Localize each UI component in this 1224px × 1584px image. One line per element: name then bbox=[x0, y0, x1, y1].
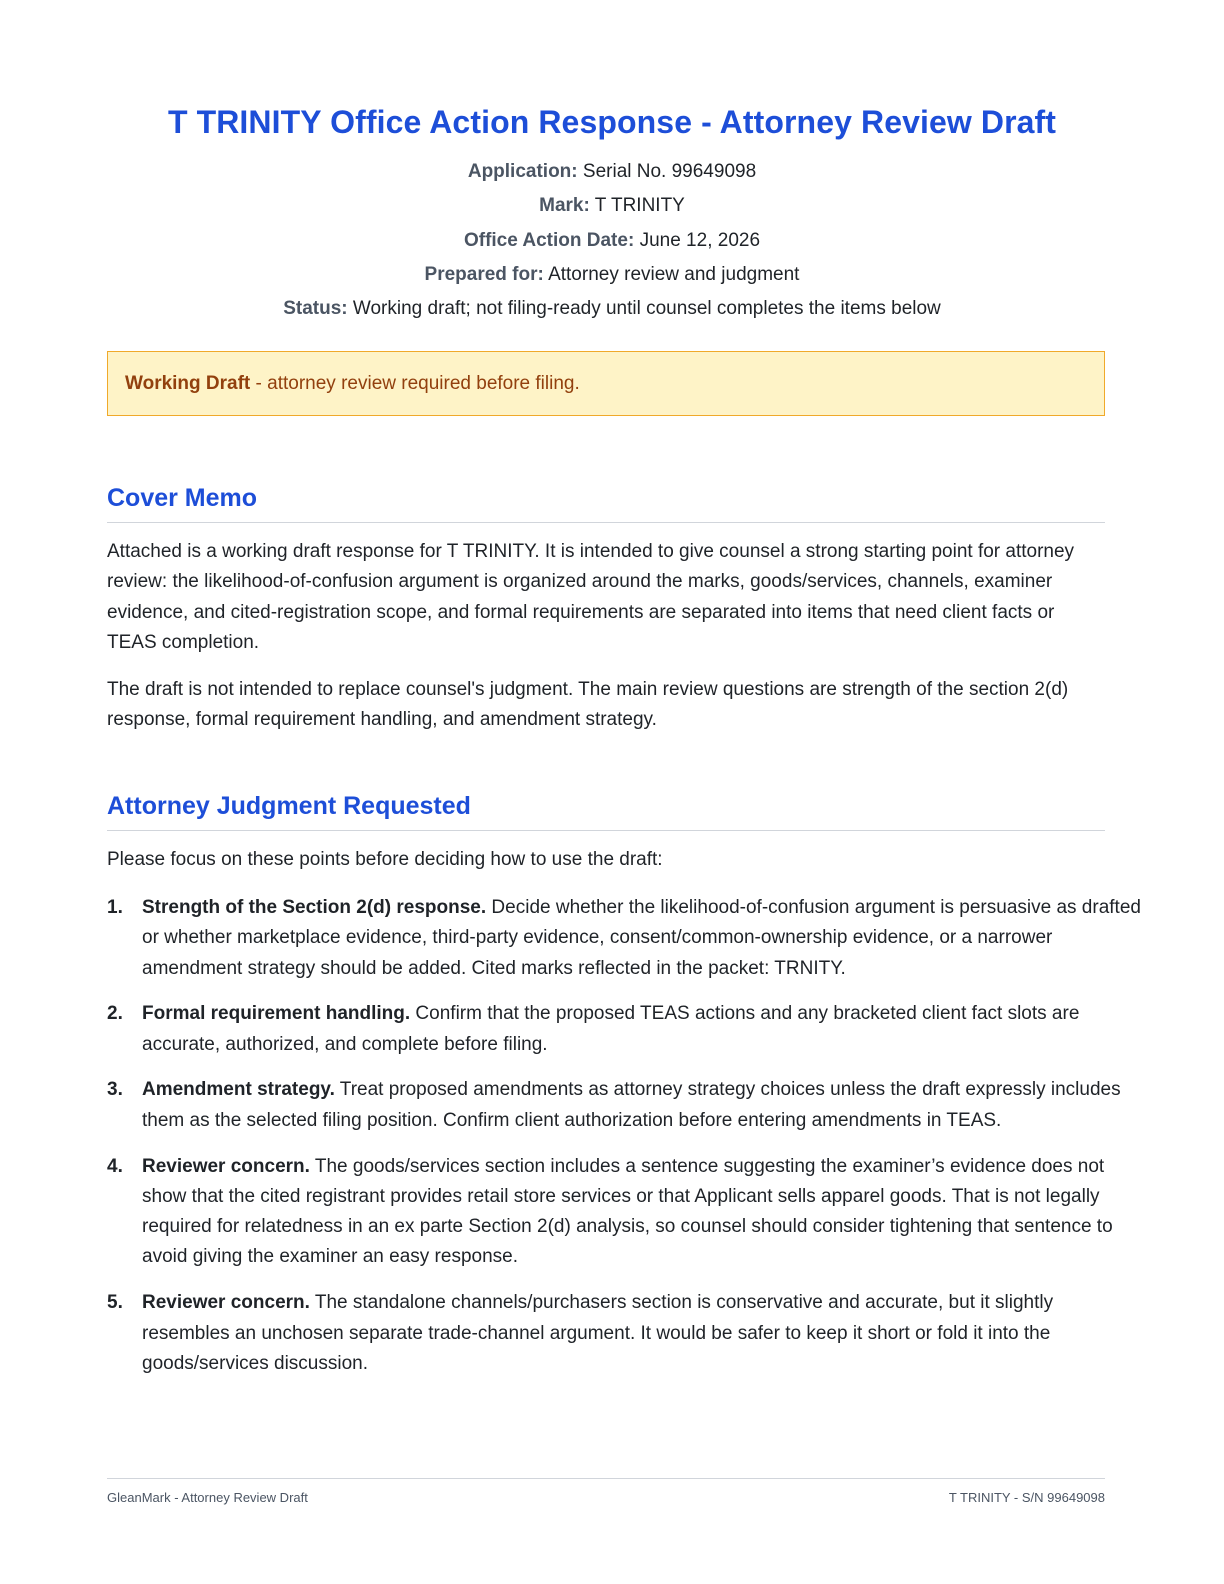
banner-strong: Working Draft bbox=[125, 372, 251, 394]
attorney-judgment-intro: Please focus on these points before deciding how to use the draft: bbox=[107, 849, 663, 870]
meta-value: Serial No. 99649098 bbox=[582, 161, 757, 182]
judgment-list bbox=[107, 893, 1141, 1395]
working-draft-banner bbox=[107, 351, 1105, 416]
list-item bbox=[107, 1152, 1141, 1273]
document-meta bbox=[0, 155, 1224, 326]
list-number: 2. bbox=[107, 1003, 123, 1025]
list-item-text: The standalone channels/purchasers section is conservative and accurate, but it slightly resembles an unchosen separate trade-channel argument. It would be safer to keep it short or fold it into the goods/services discussion. bbox=[142, 1292, 1054, 1374]
footer-divider bbox=[107, 1478, 1105, 1479]
meta-office-action-date bbox=[0, 224, 1224, 258]
footer-right: T TRINITY - S/N 99649098 bbox=[948, 1490, 1105, 1505]
list-item-text: Decide whether the likelihood-of-confusion argument is persuasive as drafted or whether marketplace evidence, third-party evidence, consent/common-ownership evidence, or a narrower amendment strategy should be added. Cited marks reflected in the packet: TRNITY. bbox=[142, 897, 1141, 979]
meta-value: Attorney review and judgment bbox=[548, 263, 800, 285]
meta-label: Office Action Date: bbox=[463, 229, 635, 251]
list-item-lead: Formal requirement handling. bbox=[142, 1003, 411, 1025]
list-number: 5. bbox=[107, 1292, 123, 1314]
footer-left: GleanMark - Attorney Review Draft bbox=[107, 1490, 308, 1505]
list-item-lead: Amendment strategy. bbox=[142, 1079, 335, 1101]
list-number: 4. bbox=[107, 1155, 123, 1177]
cover-memo-paragraph: The draft is not intended to replace counsel's judgment. The main review questions are strength of the section 2(d) response, formal requirement handling, and amendment strategy. bbox=[107, 679, 1069, 731]
meta-label: Application: bbox=[467, 161, 578, 182]
list-item-text: Treat proposed amendments as attorney strategy choices unless the draft expressly includes them as the selected filing position. Confirm client authorization before entering amendments in TEAS. bbox=[142, 1079, 1121, 1131]
meta-prepared-for bbox=[0, 258, 1224, 292]
meta-application bbox=[0, 155, 1224, 189]
meta-label: Mark: bbox=[539, 195, 590, 217]
meta-mark bbox=[0, 189, 1224, 223]
list-item bbox=[107, 1288, 1141, 1379]
meta-value: Working draft; not filing-ready until counsel completes the items below bbox=[352, 298, 941, 320]
list-item-lead: Strength of the Section 2(d) response. bbox=[142, 897, 487, 918]
list-item-lead: Reviewer concern. bbox=[142, 1292, 310, 1314]
attorney-judgment-heading: Attorney Judgment Requested bbox=[107, 792, 1105, 831]
list-item bbox=[107, 999, 1141, 1060]
meta-label: Status: bbox=[283, 298, 348, 320]
list-item-text: The goods/services section includes a sentence suggesting the examiner’s evidence does not show that the cited registrant provides retail store services or that Applicant sells apparel goods. That is not legally required for relatedness in an ex parte Section 2(d) analysis, so counsel should consider tightening that sentence to avoid giving the examiner an easy response. bbox=[142, 1155, 1113, 1268]
list-item bbox=[107, 893, 1141, 984]
cover-memo-paragraph: Attached is a working draft response for T TRINITY. It is intended to give counsel a strong starting point for attorney review: the likelihood-of-confusion argument is organized around the marks, goods/services, channels, examiner evidence, and cited-registration scope, and formal requirements are separated into items that need client facts or TEAS completion. bbox=[107, 541, 1075, 653]
meta-value: T TRINITY bbox=[594, 195, 685, 217]
meta-label: Prepared for: bbox=[424, 263, 544, 285]
list-item-lead: Reviewer concern. bbox=[142, 1155, 310, 1177]
cover-memo-heading: Cover Memo bbox=[107, 484, 1105, 523]
list-number: 1. bbox=[107, 897, 123, 918]
list-item-text: Confirm that the proposed TEAS actions and any bracketed client fact slots are accurate, authorized, and complete before filing. bbox=[142, 1003, 1080, 1055]
list-number: 3. bbox=[107, 1079, 123, 1101]
list-item bbox=[107, 1075, 1141, 1136]
meta-value: June 12, 2026 bbox=[639, 229, 761, 251]
page-title: T TRINITY Office Action Response - Attorney Review Draft bbox=[167, 104, 1057, 140]
meta-status bbox=[0, 292, 1224, 326]
banner-text: - attorney review required before filing. bbox=[250, 372, 580, 394]
